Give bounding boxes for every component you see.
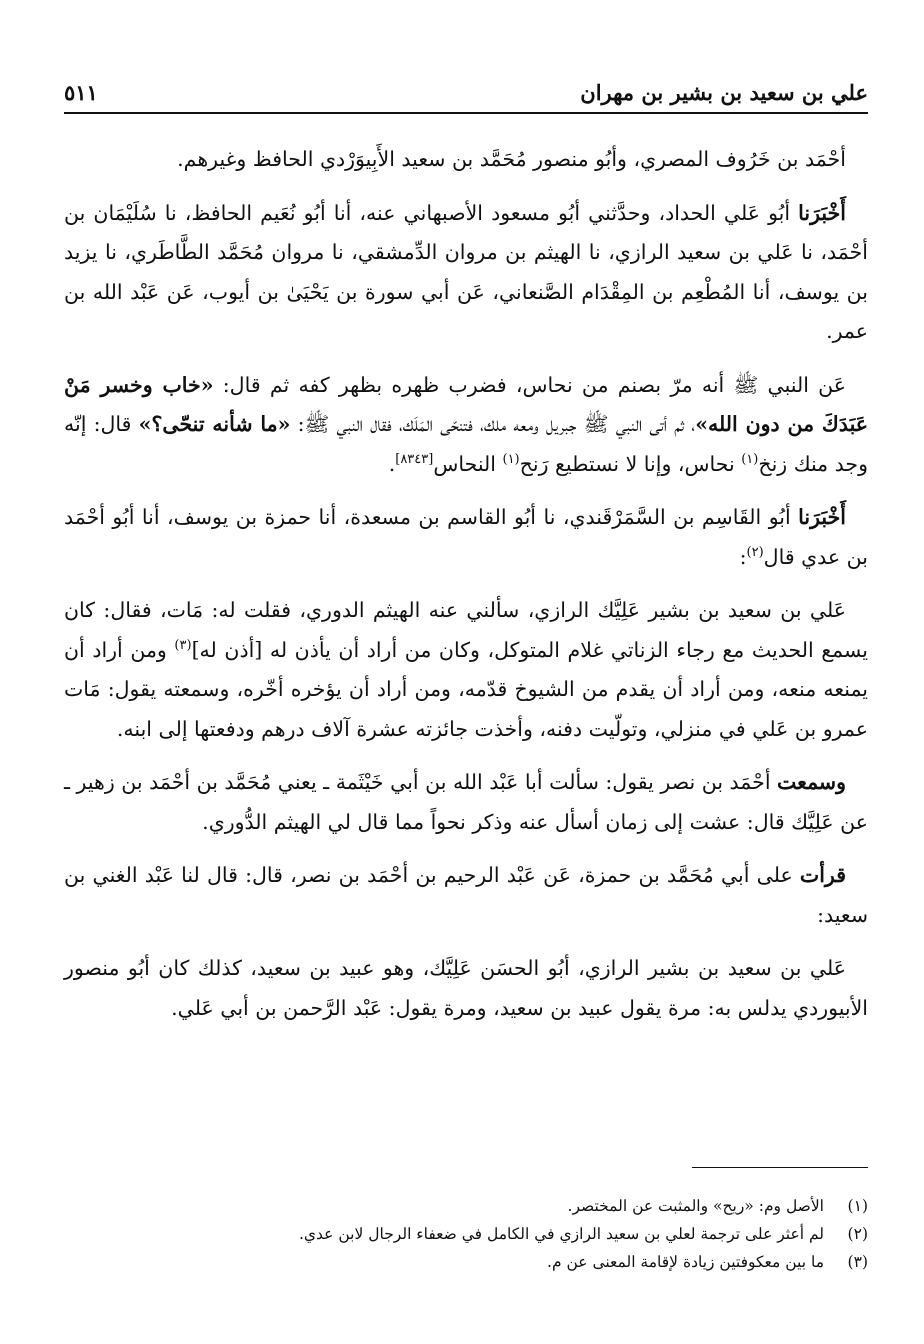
paragraph-text: قال: إنّه وجد منك زنخ: [64, 412, 868, 476]
paragraph-text: أحْمَد بن خَرُوف المصري، وأبُو منصور مُحَمَّد بن سعيد الأَبِيوَرْدي الحافظ وغيرهم.: [177, 147, 846, 171]
hadith-quote: «خاب وخسر مَنْ عَبَدَكَ من دون الله»: [64, 372, 868, 436]
main-text: [64, 140, 868, 1042]
paragraph-5: [64, 591, 868, 749]
paragraph-text: أحْمَد بن نصر يقول: سألت أبا عَبْد الله بن أبي خَيْثَمة ـ يعني مُحَمَّد بن أحْمَد بن زهير ـ عن عَلِيَّك قال: عشت إلى زمان أسأل عنه وذكر نحواً مما قال لي الهيثم الدُّوري.: [64, 770, 868, 834]
footnote-3: [64, 1248, 868, 1276]
page-number: ٥١١: [64, 79, 98, 105]
footnote-text: الأصل وم: «ريح» والمثبت عن المختصر.: [567, 1197, 824, 1215]
footnote-2: [64, 1220, 868, 1248]
paragraph-text: النحاس: [433, 451, 503, 476]
paragraph-lead-word: قرأت: [799, 863, 846, 887]
footnote-ref: (١): [741, 451, 759, 467]
page-header: [64, 72, 868, 114]
footnote-ref: (٢): [746, 544, 764, 560]
paragraph-lead-word: أَخْبَرَنا: [798, 505, 846, 529]
paragraph-2: [64, 194, 868, 352]
footnote-number: (٢): [847, 1225, 868, 1243]
paragraph-lead-word: وسمعت: [777, 770, 846, 794]
footnote-ref: (١): [502, 451, 520, 467]
paragraph-text: ومن أراد أن يمنعه منعه، ومن أراد أن يقدم من الشيوخ قدّمه، ومن أراد أن يؤخره أخّره، وسمعته يقول: مَات عمرو بن عَلي في منزلي، وتولّيت دفنه، وأخذت جائزته عشرة آلاف درهم ودفعتها إلى ابنه.: [64, 637, 868, 741]
hadith-quote: «ما شأنه تنحّى؟»: [138, 412, 291, 436]
paragraph-text: عَلي بن سعيد بن بشير عَلِيَّك الرازي، سألني عنه الهيثم الدوري، فقلت له: مَات، فقال: كان يسمع الحديث مع رجاء الزناتي غلام المتوكل، وكان من أراد أن يأذن له [أذن له]: [64, 598, 868, 662]
paragraph-text: أبُو القَاسِم بن السَّمَرْقَندي، نا أبُو القاسم بن مسعدة، أنا حمزة بن يوسف، أنا أبُو أحْمَد بن عدي قال: [64, 505, 868, 569]
paragraph-text: أبُو عَلي الحداد، وحدَّثني أبُو مسعود الأصبهاني عنه، أنا أبُو نُعَيم الحافظ، نا سُلَيْمَان بن أحْمَد، نا عَلي بن سعيد الرازي، نا الهيثم بن مروان الدِّمشقي، نا مروان مُحَمَّد الطَّاطَري، نا يزيد بن يوسف، أنا المُطْعِم بن المِقْدَام الصَّنعاني، عَن أبي سورة بن يَحْيَىٰ بن أيوب، عَن عَبْد الله بن عمر.: [64, 200, 868, 343]
paragraph-7: [64, 856, 868, 935]
footnote-ref: (٣): [174, 637, 192, 653]
hadith-number: [٨٣٤٣]: [395, 451, 434, 467]
paragraph-8: [64, 949, 868, 1028]
paragraph-3: [64, 366, 868, 485]
paragraph-text: على أبي مُحَمَّد بن حمزة، عَن عَبْد الرحيم بن أحْمَد بن نصر، قال: قال لنا عَبْد الغني بن سعيد:: [64, 863, 868, 927]
paragraph-text: :: [739, 544, 747, 569]
footnote-number: (٣): [847, 1253, 868, 1271]
paragraph-text: عَن النبي ﷺ أنه مرّ بصنم من نحاس، فضرب ظهره بظهر كفه ثم قال:: [213, 372, 846, 397]
footnote-text: لم أعثر على ترجمة لعلي بن سعيد الرازي في الكامل في ضعفاء الرجال لابن عدي.: [298, 1225, 824, 1243]
paragraph-text: نحاس، وإنا لا نستطيع رَنح: [519, 451, 742, 476]
paragraph-lead-word: أَخْبَرَنا: [798, 200, 846, 225]
footnote-1: [64, 1192, 868, 1220]
paragraph-text: .: [388, 451, 396, 476]
paragraph-text: عَلي بن سعيد بن بشير الرازي، أبُو الحسَن عَلِيَّك، وهو عبيد بن سعيد، كذلك كان أبُو منصور الأبيوردي يدلس به: مرة يقول عبيد بن سعيد، ومرة يقول: عَبْد الرَّحمن بن أبي عَلي.: [64, 956, 868, 1020]
paragraph-4: [64, 498, 868, 577]
footnote-number: (١): [847, 1197, 868, 1215]
paragraph-1: [64, 140, 868, 180]
footnote-text: ما بين معكوفتين زيادة لإقامة المعنى عن م.: [547, 1253, 824, 1271]
running-head: علي بن سعيد بن بشير بن مهران: [580, 79, 868, 105]
footnote-divider: [692, 1167, 868, 1168]
footnotes: [64, 1192, 868, 1276]
paragraph-6: [64, 763, 868, 842]
paragraph-text: ، ثم أتى النبي ﷺ جبريل ومعه ملك، فتنحّى المَلَك، فقال النبي ﷺ:: [290, 412, 696, 436]
